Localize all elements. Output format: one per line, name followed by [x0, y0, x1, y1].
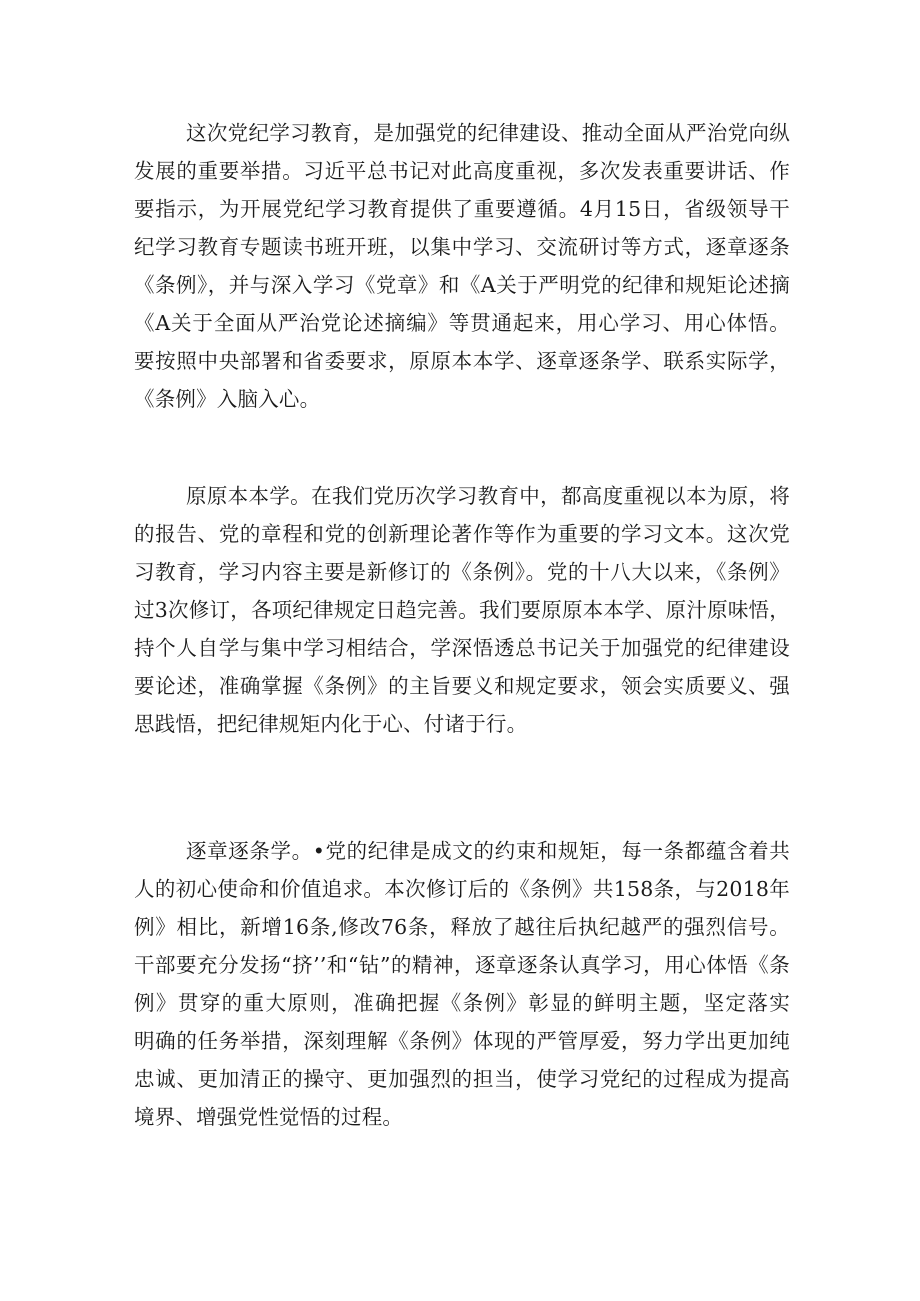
text-line: 逐章逐条学。•党的纪律是成文的约束和规矩，每一条都蕴含着共 — [186, 839, 790, 863]
text-line: 要论述，准确掌握《条例》的主旨要义和规定要求，领会实质要义、强 — [134, 674, 790, 698]
text-line: 要按照中央部署和省委要求，原原本本学、逐章逐条学、联系实际学， — [134, 349, 790, 373]
paragraph-intro — [134, 114, 790, 418]
text-line: 要指示，为开展党纪学习教育提供了重要遵循。4月15日，省级领导干 — [134, 197, 790, 221]
text-line: 这次党纪学习教育，是加强党的纪律建设、推动全面从严治党向纵 — [186, 121, 790, 145]
text-line: 《条例》，并与深入学习《党章》和《A关于严明党的纪律和规矩论述摘 — [134, 273, 790, 297]
text-line: 发展的重要举措。习近平总书记对此高度重视，多次发表重要讲话、作 — [134, 159, 790, 183]
text-line: 《A关于全面从严治党论述摘编》等贯通起来，用心学习、用心体悟。 — [134, 311, 790, 335]
text-line: 人的初心使命和价值追求。本次修订后的《条例》共158条，与2018年 — [134, 877, 790, 901]
text-line: 境界、增强党性觉悟的过程。 — [134, 1105, 404, 1129]
text-line: 过3次修订，各项纪律规定日趋完善。我们要原原本本学、原汁原味悟， — [134, 598, 790, 622]
paragraph-zhuzhangzhutiao — [134, 832, 790, 1136]
text-line: 持个人自学与集中学习相结合，学深悟透总书记关于加强党的纪律建设 — [134, 636, 790, 660]
text-line: 忠诚、更加清正的操守、更加强烈的担当，使学习党纪的过程成为提高 — [134, 1067, 790, 1091]
text-line: 《条例》入脑入心。 — [134, 387, 321, 411]
text-line: 明确的任务举措，深刻理解《条例》体现的严管厚爱，努力学出更加纯 — [134, 1029, 790, 1053]
text-line: 纪学习教育专题读书班开班，以集中学习、交流研讨等方式，逐章逐条 — [134, 235, 790, 259]
text-line: 的报告、党的章程和党的创新理论著作等作为重要的学习文本。这次党 — [134, 522, 790, 546]
text-line: 思践悟，把纪律规矩内化于心、付诸于行。 — [134, 712, 528, 736]
text-line: 例》相比，新增16条,修改76条，释放了越往后执纪越严的强烈信号。 — [134, 915, 790, 939]
text-line: 干部要充分发扬“挤’’和“钻”的精神，逐章逐条认真学习，用心体悟《条 — [134, 953, 790, 977]
text-line: 原原本本学。在我们党历次学习教育中，都高度重视以本为原，将 — [186, 484, 790, 508]
text-line: 例》贯穿的重大原则，准确把握《条例》彰显的鲜明主题，坚定落实 — [134, 991, 790, 1015]
text-line: 习教育，学习内容主要是新修订的《条例》。党的十八大以来，《条例》 — [134, 560, 790, 584]
paragraph-yuanyuanbenben — [134, 477, 790, 743]
